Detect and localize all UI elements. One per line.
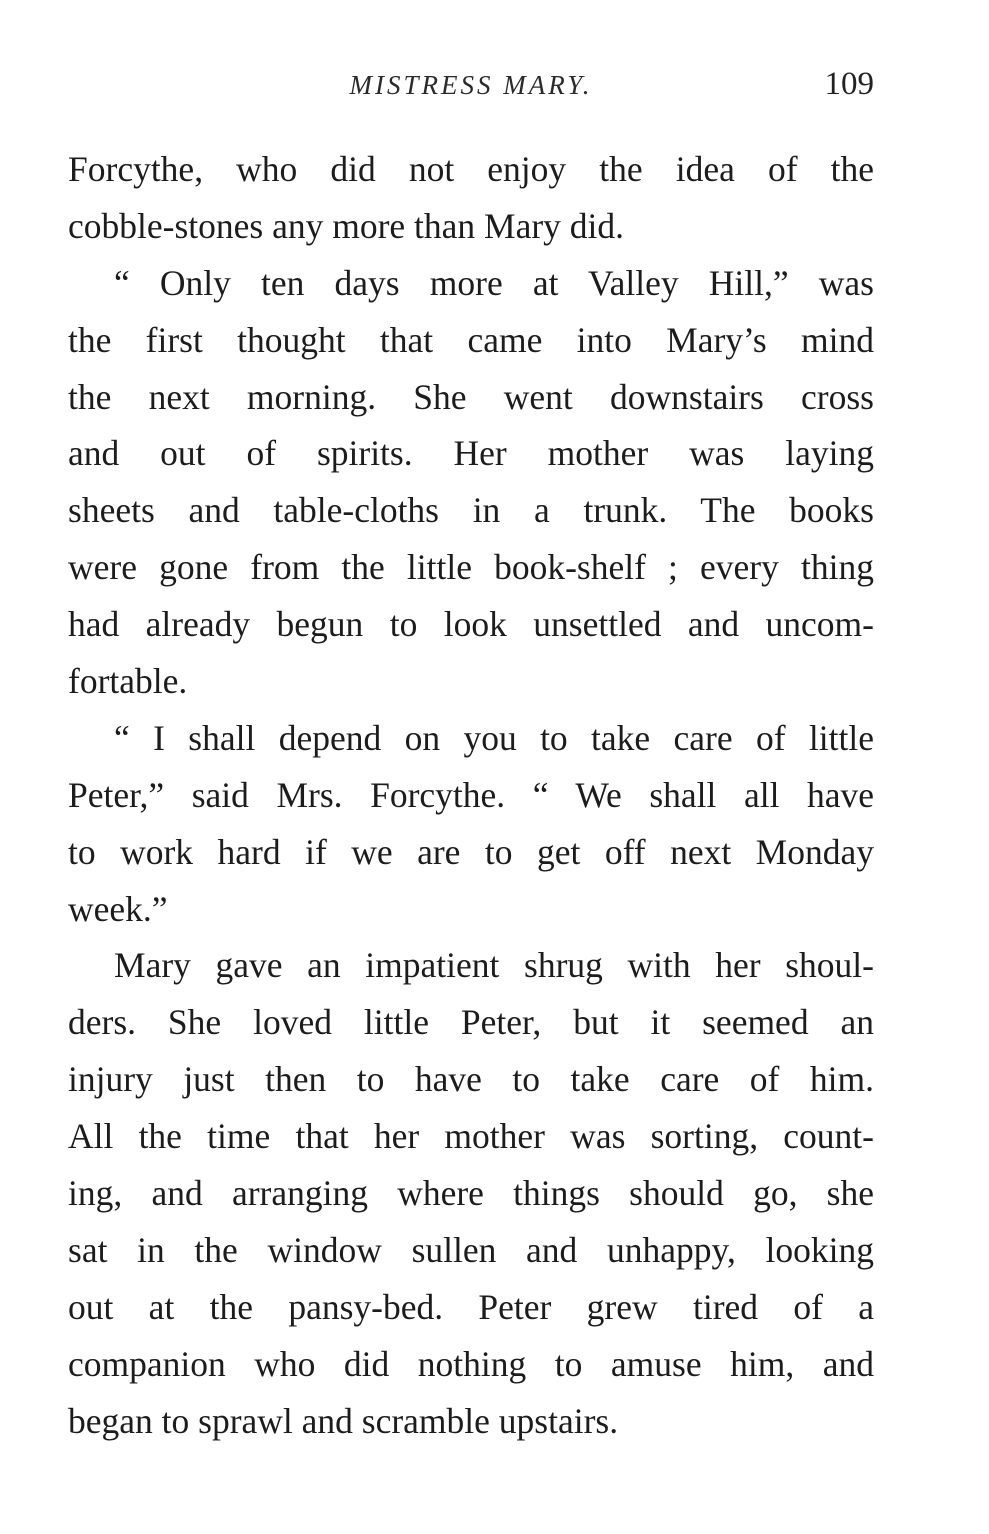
text-line: had already begun to look unsettled and uncom- [68,604,874,645]
text-line: Peter,” said Mrs. Forcythe. “ We shall all have [68,774,874,815]
text-line: cobble-stones any more than Mary did. [68,205,625,246]
text-line: sat in the window sullen and unhappy, looking [68,1229,874,1270]
text-line: sheets and table-cloths in a trunk. The books [68,490,874,531]
text-line: “ I shall depend on you to take care of little [114,717,874,758]
text-line: Forcythe, who did not enjoy the idea of the [68,149,874,189]
text-line: Mary gave an impatient shrug with her shoul- [114,945,874,986]
text-line: injury just then to have to take care of him. [68,1059,874,1100]
text-line: fortable. [68,661,188,702]
text-line: to work hard if we are to get off next Monday [68,831,874,872]
text-line: All the time that her mother was sorting, count- [68,1116,874,1157]
text-line: began to sprawl and scramble upstairs. [68,1400,619,1441]
text-line: the first thought that came into Mary’s mind [68,319,874,360]
text-line: ders. She loved little Peter, but it seemed an [68,1002,874,1043]
text-line: and out of spirits. Her mother was laying [68,433,874,474]
text-line: “ Only ten days more at Valley Hill,” was [114,262,874,303]
running-header [68,64,874,114]
text-line: out at the pansy-bed. Peter grew tired of a [68,1286,874,1327]
text-line: ing, and arranging where things should go, she [68,1173,874,1214]
page-number: 109 [824,66,874,102]
text-line: the next morning. She went downstairs cross [68,376,874,417]
text-line: week.” [68,888,168,929]
text-line: were gone from the little book-shelf ; every thing [68,547,874,588]
text-line: companion who did nothing to amuse him, and [68,1343,874,1384]
body-text [68,141,874,1449]
running-title: MISTRESS MARY. [349,70,593,100]
